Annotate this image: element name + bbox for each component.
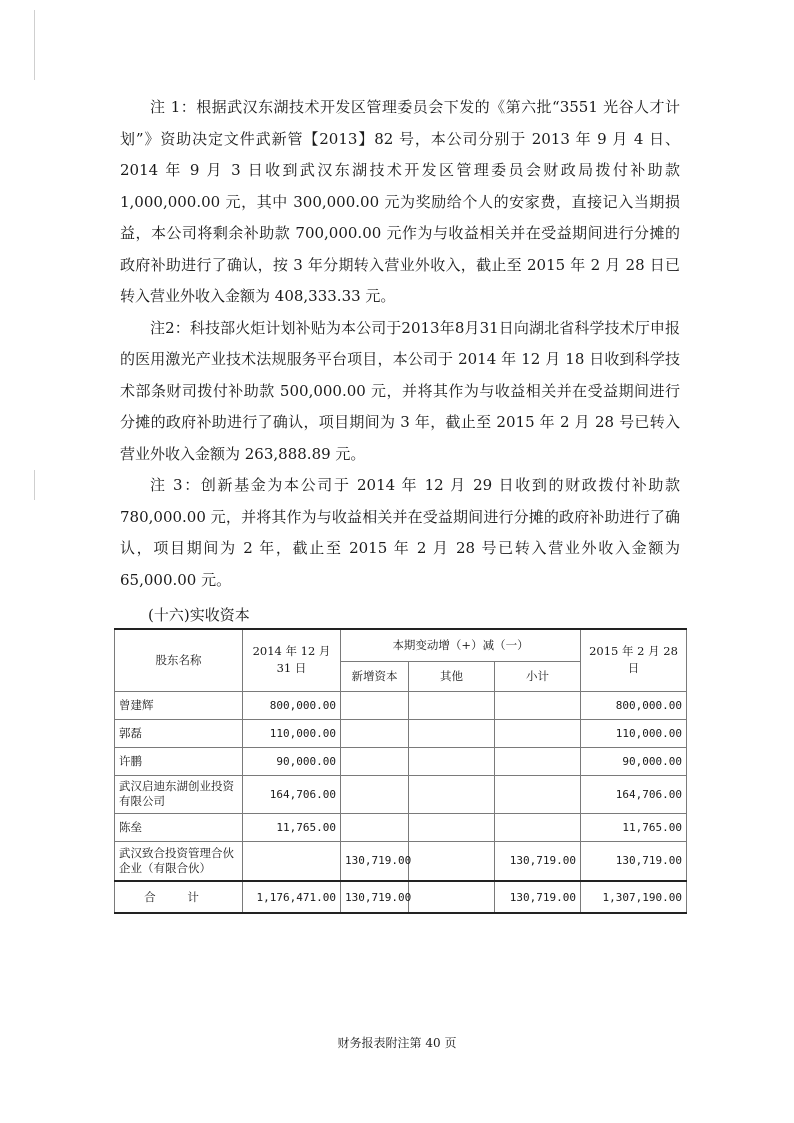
table-row	[115, 841, 687, 881]
end-balance-cell: 90,000.00	[581, 747, 687, 775]
table-row	[115, 691, 687, 719]
end-balance-cell: 164,706.00	[581, 775, 687, 813]
header-subtotal: 小计	[495, 661, 581, 691]
total-label: 合 计	[115, 881, 243, 913]
begin-balance-cell: 90,000.00	[243, 747, 341, 775]
header-new-capital: 新增资本	[341, 661, 409, 691]
header-end-balance: 2015 年 2 月 28 日	[581, 629, 687, 691]
end-balance-cell: 130,719.00	[581, 841, 687, 881]
note-3: 注 3：创新基金为本公司于 2014 年 12 月 29 日收到的财政拨付补助款 780,000.00 元，并将其作为与收益相关并在受益期间进行分摊的政府补助进行了确认，项目期间为 2 年，截止至 2015 年 2 月 28 号已转入营业外收入金额为 65,000.00 元。	[120, 476, 680, 589]
other-change-cell	[409, 841, 495, 881]
new-capital-cell	[341, 747, 409, 775]
total-end: 1,307,190.00	[581, 881, 687, 913]
table-row	[115, 747, 687, 775]
subtotal-cell: 130,719.00	[495, 841, 581, 881]
shareholder-name-cell: 武汉致合投资管理合伙企业（有限合伙）	[115, 841, 243, 881]
note-2: 注2：科技部火炬计划补贴为本公司于2013年8月31日向湖北省科学技术厅申报的医用激光产业技术法规服务平台项目，本公司于 2014 年 12 月 18 日收到科学技术部条财司拨付补助款 500,000.00 元，并将其作为与收益相关并在受益期间进行分摊的政府补助进行了确认，项目期间为 3 年，截止至 2015 年 2 月 28 号已转入营业外收入金额为 263,888.89 元。	[120, 318, 680, 463]
header-change-group: 本期变动增（+）减（一）	[341, 629, 581, 661]
table-row	[115, 775, 687, 813]
new-capital-cell	[341, 719, 409, 747]
scan-edge-mark	[34, 470, 35, 500]
begin-balance-cell: 110,000.00	[243, 719, 341, 747]
header-begin-balance: 2014 年 12 月 31 日	[243, 629, 341, 691]
begin-balance-cell: 164,706.00	[243, 775, 341, 813]
other-change-cell	[409, 813, 495, 841]
shareholder-name-cell: 曾建辉	[115, 691, 243, 719]
section-title: (十六)实收资本	[148, 606, 250, 624]
table-row	[115, 719, 687, 747]
end-balance-cell: 110,000.00	[581, 719, 687, 747]
page-footer: 财务报表附注第 40 页	[337, 1036, 457, 1050]
subtotal-cell	[495, 775, 581, 813]
subtotal-cell	[495, 813, 581, 841]
total-begin: 1,176,471.00	[243, 881, 341, 913]
table-row	[115, 813, 687, 841]
subtotal-cell	[495, 719, 581, 747]
subtotal-cell	[495, 691, 581, 719]
begin-balance-cell: 800,000.00	[243, 691, 341, 719]
header-shareholder: 股东名称	[115, 629, 243, 691]
other-change-cell	[409, 719, 495, 747]
header-other: 其他	[409, 661, 495, 691]
other-change-cell	[409, 747, 495, 775]
table-total-row	[115, 881, 687, 913]
shareholder-name-cell: 武汉启迪东湖创业投资有限公司	[115, 775, 243, 813]
total-new-capital: 130,719.00	[341, 881, 409, 913]
end-balance-cell: 800,000.00	[581, 691, 687, 719]
new-capital-cell	[341, 813, 409, 841]
new-capital-cell	[341, 775, 409, 813]
begin-balance-cell: 11,765.00	[243, 813, 341, 841]
end-balance-cell: 11,765.00	[581, 813, 687, 841]
note-1: 注 1：根据武汉东湖技术开发区管理委员会下发的《第六批“3551 光谷人才计划”》资助决定文件武新管【2013】82 号，本公司分别于 2013 年 9 月 4 日、2014 年 9 月 3 日收到武汉东湖技术开发区管理委员会财政局拨付补助款 1,000,000.00 元，其中 300,000.00 元为奖励给个人的安家费，直接记入当期损益，本公司将剩余补助款 700,000.00 元作为与收益相关并在受益期间进行分摊的政府补助进行了确认，按 3 年分期转入营业外收入，截止至 2015 年 2 月 28 日已转入营业外收入金额为 408,333.33 元。	[120, 98, 680, 305]
shareholder-name-cell: 郭磊	[115, 719, 243, 747]
new-capital-cell	[341, 691, 409, 719]
subtotal-cell	[495, 747, 581, 775]
new-capital-cell: 130,719.00	[341, 841, 409, 881]
paid-in-capital-table	[114, 628, 687, 914]
other-change-cell	[409, 691, 495, 719]
total-subtotal: 130,719.00	[495, 881, 581, 913]
other-change-cell	[409, 775, 495, 813]
begin-balance-cell	[243, 841, 341, 881]
scan-edge-mark	[34, 10, 35, 80]
notes-section	[120, 92, 680, 596]
shareholder-name-cell: 陈垒	[115, 813, 243, 841]
shareholder-name-cell: 许鹏	[115, 747, 243, 775]
total-other	[409, 881, 495, 913]
